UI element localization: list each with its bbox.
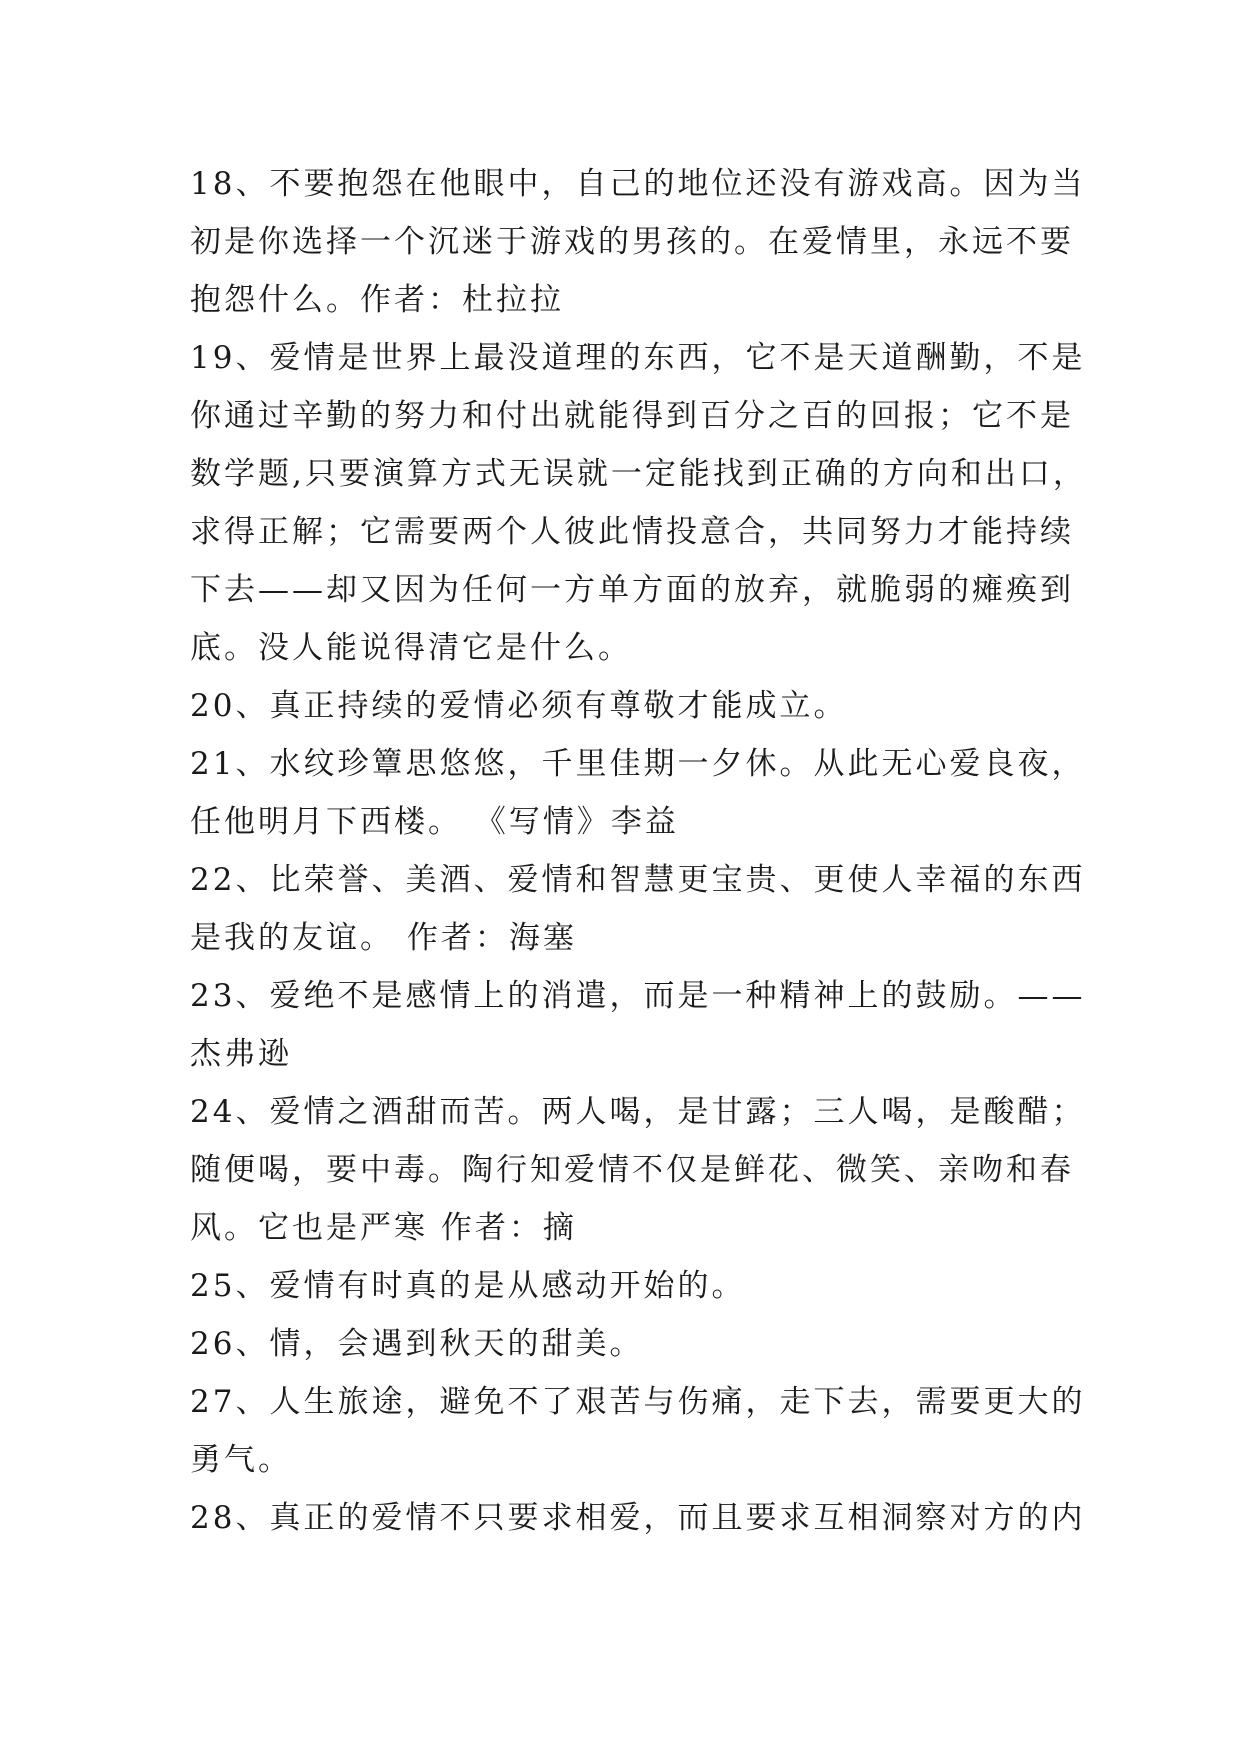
text-line: 勇气。 xyxy=(190,1442,292,1478)
document-body xyxy=(190,155,1087,1547)
text-line: 25、爱情有时真的是从感动开始的。 xyxy=(190,1268,746,1304)
text-line: 数学题,只要演算方式无误就一定能找到正确的方向和出口， xyxy=(190,456,1087,492)
text-line: 23、爱绝不是感情上的消遣，而是一种精神上的鼓励。—— xyxy=(190,978,1086,1014)
text-line: 风。它也是严寒 作者：摘 xyxy=(190,1210,577,1246)
text-line: 求得正解；它需要两个人彼此情投意合，共同努力才能持续 xyxy=(190,514,1074,550)
text-line: 28、真正的爱情不只要求相爱，而且要求互相洞察对方的内 xyxy=(190,1500,1086,1536)
text-line: 27、人生旅途，避免不了艰苦与伤痛，走下去，需要更大的 xyxy=(190,1384,1086,1420)
text-line: 18、不要抱怨在他眼中，自己的地位还没有游戏高。因为当 xyxy=(190,166,1086,202)
text-line: 19、爱情是世界上最没道理的东西，它不是天道酬勤，不是 xyxy=(190,340,1086,376)
text-line: 抱怨什么。作者：杜拉拉 xyxy=(190,282,564,318)
text-line: 下去——却又因为任何一方单方面的放弃，就脆弱的瘫痪到 xyxy=(190,572,1074,608)
text-line: 杰弗逊 xyxy=(190,1036,292,1072)
text-line: 20、真正持续的爱情必须有尊敬才能成立。 xyxy=(190,688,848,724)
text-line: 22、比荣誉、美酒、爱情和智慧更宝贵、更使人幸福的东西 xyxy=(190,862,1086,898)
text-line: 是我的友谊。 作者：海塞 xyxy=(190,920,577,956)
text-line: 初是你选择一个沉迷于游戏的男孩的。在爱情里，永远不要 xyxy=(190,224,1074,260)
text-line: 21、水纹珍簟思悠悠，千里佳期一夕休。从此无心爱良夜， xyxy=(190,746,1086,782)
text-line: 你通过辛勤的努力和付出就能得到百分之百的回报；它不是 xyxy=(190,398,1074,434)
text-line: 26、情，会遇到秋天的甜美。 xyxy=(190,1326,644,1362)
text-line: 任他明月下西楼。 《写情》李益 xyxy=(190,804,679,840)
text-line: 底。没人能说得清它是什么。 xyxy=(190,630,632,666)
text-line: 24、爱情之酒甜而苦。两人喝，是甘露；三人喝，是酸醋； xyxy=(190,1094,1086,1130)
text-line: 随便喝，要中毒。陶行知爱情不仅是鲜花、微笑、亲吻和春 xyxy=(190,1152,1074,1188)
